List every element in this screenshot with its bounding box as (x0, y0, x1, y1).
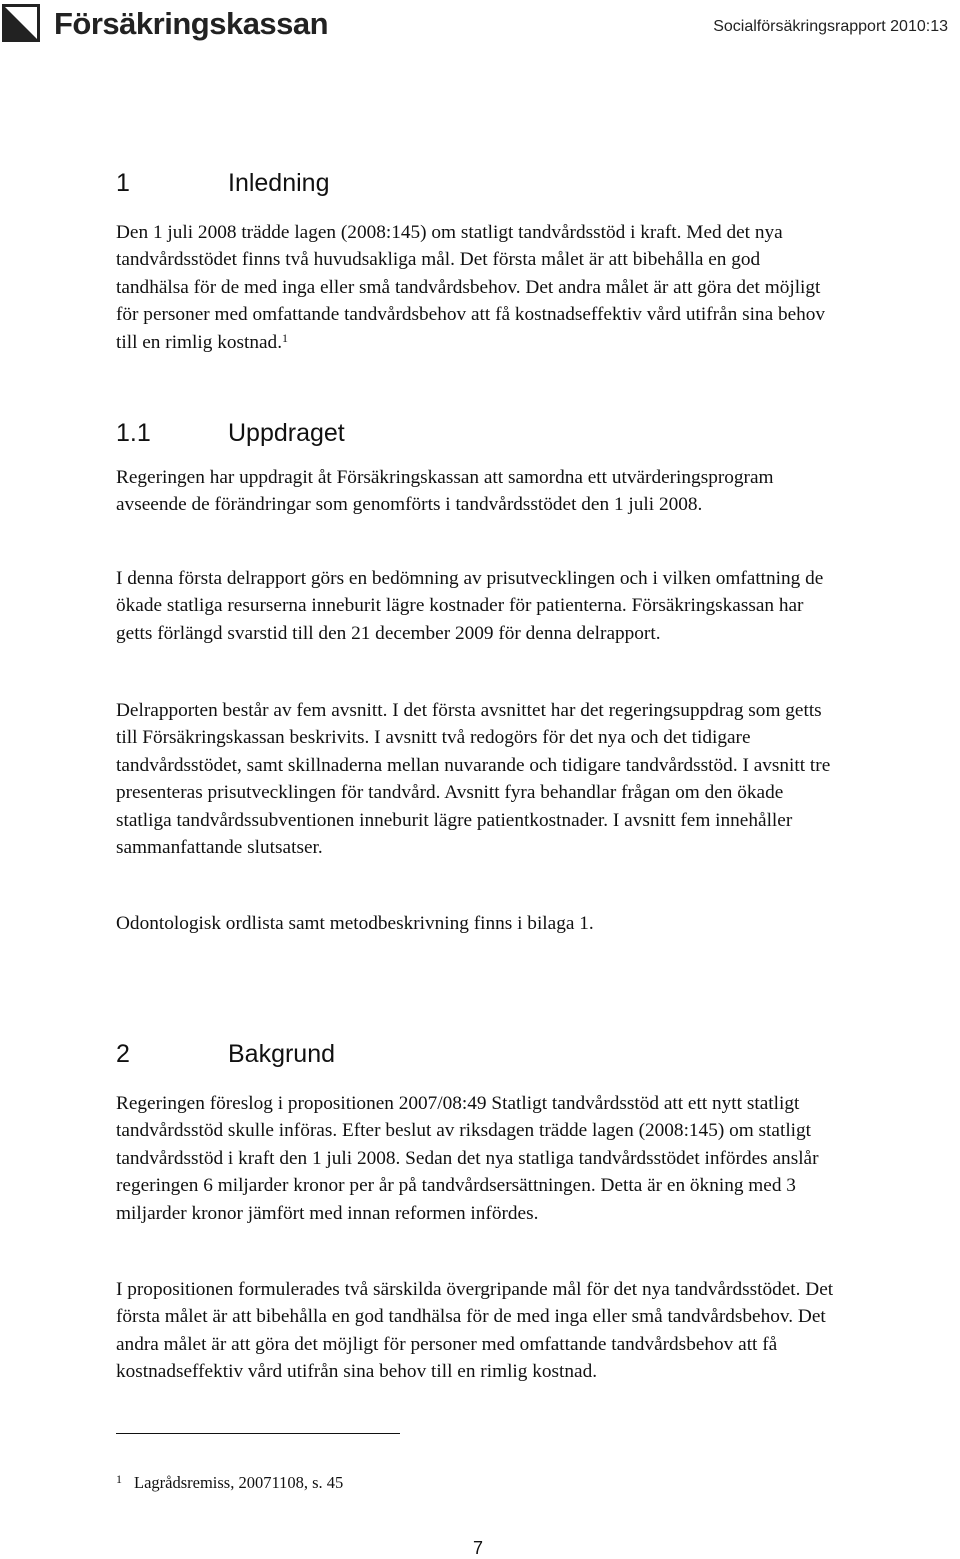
section-number: 1.1 (116, 419, 151, 447)
footnote-reference: 1 (282, 330, 289, 345)
logo-mark-icon (2, 4, 40, 42)
paragraph: Odontologisk ordlista samt metodbeskrivning finns i bilaga 1. (116, 913, 594, 934)
logo (2, 4, 328, 42)
footnote-rule (116, 1433, 400, 1434)
footnote-mark: 1 (116, 1472, 122, 1486)
footnote (116, 1472, 343, 1494)
paragraph: Regeringen föreslog i propositionen 2007/08:49 Statligt tandvårdsstöd att ett nytt statligt tandvårdsstöd skulle införas. Efter beslut av riksdagen trädde lagen (2008:145) om statligt tandvårdsstöd i kraft den 1 juli 2008. Sedan det nya statliga tandvårdsstödet infördes anslår regeringen 6 miljarder kronor per år på tandvårdsersättningen. Detta är en ökning med 3 miljarder kronor jämfört med innan reformen infördes. (116, 1093, 819, 1224)
footnote-text: Lagrådsremiss, 20071108, s. 45 (134, 1473, 344, 1492)
paragraph: I propositionen formulerades två särskilda övergripande mål för det nya tandvårdsstödet. Det första målet är att bibehålla en god tandhälsa för de med inga eller små tandvårdsbehov. Det andra målet är att göra det möjligt för personer med omfattande tandvårdsbehov att få kostnadseffektiv vård utifrån sina behov till en rimlig kostnad. (116, 1279, 834, 1383)
paragraph (116, 219, 836, 356)
section-title: Bakgrund (228, 1040, 336, 1068)
paragraph: Delrapporten består av fem avsnitt. I det första avsnittet har det regeringsuppdrag som getts till Försäkringskassan beskrivits. I avsnitt två redogörs för det nya och det tidigare tandvårdsstödet, samt skillnaderna mellan nuvarande och tidigare tandvårdsstöd. I avsnitt tre presenteras prisutvecklingen för tandvård. Avsnitt fyra behandlar frågan om den ökade statliga tandvårdssubventionen inneburit lägre patientkostnader. I avsnitt fem innehåller sammanfattande slutsatser. (116, 700, 831, 859)
running-head: Socialförsäkringsrapport 2010:13 (713, 18, 948, 35)
logo-text: Försäkringskassan (54, 5, 329, 41)
paragraph: I denna första delrapport görs en bedömning av prisutvecklingen och i vilken omfattning de ökade statliga resurserna inneburit lägre kostnader för patienterna. Försäkringskassan har getts förlängd svarstid till den 21 december 2009 för denna delrapport. (116, 568, 824, 644)
heading-uppdraget (116, 418, 345, 448)
heading-inledning (116, 168, 329, 198)
section-number: 2 (116, 1040, 130, 1068)
section-title: Uppdraget (228, 419, 345, 447)
paragraph: Regeringen har uppdragit åt Försäkringskassan att samordna ett utvärderingsprogram avseende de förändringar som genomförts i tandvårdsstödet den 1 juli 2008. (116, 467, 774, 516)
section-number: 1 (116, 169, 130, 197)
heading-bakgrund (116, 1039, 335, 1069)
paragraph-text: Den 1 juli 2008 trädde lagen (2008:145) om statligt tandvårdsstöd i kraft. Med det nya tandvårdsstödet finns två huvudsakliga mål. Det första målet är att bibehålla en god tandhälsa för de med inga eller små tandvårdsbehov. Det andra målet är att göra det möjligt för personer med omfattande tandvårdsbehov att få kostnadseffektiv vård utifrån sina behov till en rimlig kostnad. (116, 222, 826, 353)
section-title: Inledning (228, 169, 330, 197)
page-number: 7 (473, 1538, 484, 1558)
